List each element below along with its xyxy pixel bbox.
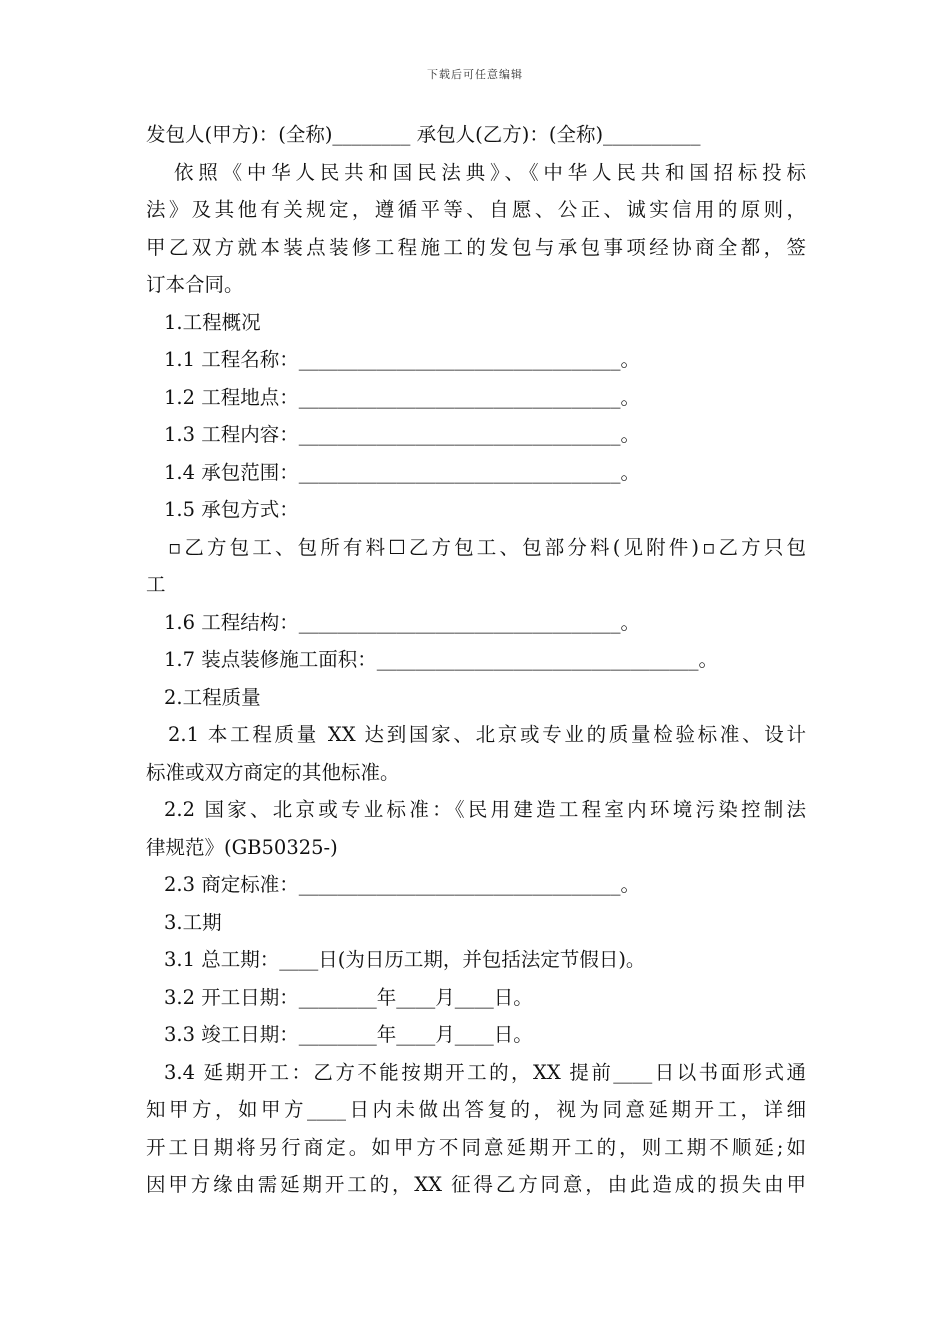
clause-line: 2.2 国家、北京或专业标准：《民用建造工程室内环境污染控制法 bbox=[164, 798, 806, 821]
clause-line: 1.1 工程名称：_________________________________。 bbox=[164, 348, 640, 371]
parties-line: 发包人(甲方)：(全称)________ 承包人(乙方)：(全称)__________ bbox=[146, 123, 701, 146]
header-note: 下载后可任意编辑 bbox=[427, 68, 523, 81]
section-heading: 2.工程质量 bbox=[164, 685, 261, 709]
contract-mode-options: 工 bbox=[146, 573, 166, 596]
intro-paragraph-line: 订本合同。 bbox=[146, 273, 244, 296]
clause-line: 因甲方缘由需延期开工的，XX 征得乙方同意，由此造成的损失由甲 bbox=[146, 1173, 806, 1196]
clause-line: 标准或双方商定的其他标准。 bbox=[146, 760, 400, 784]
clause-line: 知甲方，如甲方____日内未做出答复的，视为同意延期开工，详细 bbox=[146, 1098, 806, 1121]
clause-line: 2.3 商定标准：_________________________________。 bbox=[164, 873, 640, 896]
clause-line: 3.4 延期开工：乙方不能按期开工的，XX 提前____日以书面形式通 bbox=[164, 1060, 806, 1084]
clause-line: 3.1 总工期：____日(为日历工期，并包括法定节假日)。 bbox=[164, 948, 646, 971]
clause-line: 3.2 开工日期：________年____月____日。 bbox=[164, 985, 533, 1009]
contract-body bbox=[146, 116, 806, 1204]
clause-line: 1.3 工程内容：_________________________________。 bbox=[164, 423, 640, 446]
section-heading: 3.工期 bbox=[164, 910, 222, 934]
clause-line: 律规范》(GB50325-) bbox=[146, 835, 338, 859]
clause-line: 开工日期将另行商定。如甲方不同意延期开工的，则工期不顺延;如 bbox=[146, 1135, 806, 1159]
clause-line: 1.4 承包范围：_________________________________。 bbox=[164, 460, 640, 484]
clause-line: 1.5 承包方式： bbox=[164, 498, 299, 521]
clause-line: 1.2 工程地点：_________________________________。 bbox=[164, 385, 640, 409]
clause-line: 2.1 本工程质量 XX 达到国家、北京或专业的质量检验标准、设计 bbox=[168, 723, 806, 746]
intro-paragraph-line: 甲乙双方就本装点装修工程施工的发包与承包事项经协商全都，签 bbox=[146, 235, 806, 259]
clause-line: 3.3 竣工日期：________年____月____日。 bbox=[164, 1023, 533, 1046]
clause-line: 1.7 装点装修施工面积：_________________________________。 bbox=[164, 648, 718, 671]
intro-paragraph-line: 法》及其他有关规定，遵循平等、自愿、公正、诚实信用的原则， bbox=[146, 198, 806, 221]
section-heading: 1.工程概况 bbox=[164, 310, 261, 334]
contract-mode-options: ▫乙方包工、包所有料☐乙方包工、包部分料(见附件)▫乙方只包 bbox=[168, 535, 806, 559]
intro-paragraph-line: 依照《中华人民共和国民法典》、《中华人民共和国招标投标 bbox=[174, 160, 806, 184]
clause-line: 1.6 工程结构：_________________________________。 bbox=[164, 610, 640, 634]
